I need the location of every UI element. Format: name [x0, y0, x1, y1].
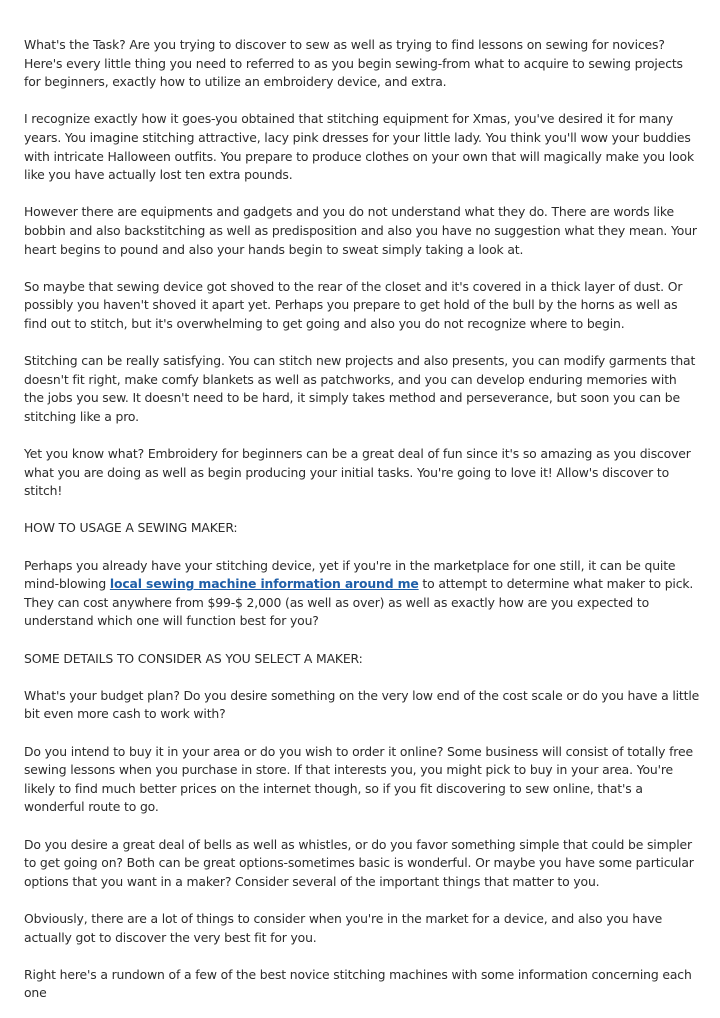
link-paragraph-before: Perhaps you already have your stitching device, yet if you're in the marketplace for one still, it can be quite mind-blowing: [24, 557, 676, 592]
paragraph-intro: What's the Task? Are you trying to discover to sew as well as trying to find lessons on sewing for novices? Here's every little thing you need to referred to as you begin sewing-from what to acquire to sewing projects for beginners, exactly how to utilize an embroidery device, and extra.: [24, 37, 683, 90]
paragraph-with-link: [24, 557, 700, 631]
paragraph-budget: What's your budget plan? Do you desire something on the very low end of the cost scale or do you have a little bit even more cash to work with?: [24, 687, 700, 722]
paragraph-satisfying: Stitching can be really satisfying. You can stitch new projects and also presents, you can modify garments that doesn't fit right, make comfy blankets as well as patchworks, and you can develop enduring memories with the jobs you sew. It doesn't need to be hard, it simply takes method and perseverance, but soon you can be stitching like a pro.: [24, 353, 696, 424]
paragraph-rundown: Right here's a rundown of a few of the best novice stitching machines with some information concerning each one: [24, 966, 692, 1001]
paragraph-consider: Obviously, there are a lot of things to consider when you're in the market for a device, and also you have actually got to discover the very best fit for you.: [24, 910, 663, 945]
link-paragraph-after: to attempt to determine what maker to pick. They can cost anywhere from $99-$ 2,000 (as well as over) as well as exactly how are you expected to understand which one will function best for you?: [24, 576, 694, 629]
section-heading-details: SOME DETAILS TO CONSIDER AS YOU SELECT A MAKER:: [24, 650, 363, 666]
section-heading-how-to-use: HOW TO USAGE A SEWING MAKER:: [24, 520, 238, 536]
paragraph-fun: Yet you know what? Embroidery for beginners can be a great deal of fun since it's so amazing as you discover what you are doing as well as begin producing your initial tasks. You're going to love it! Allow's discover to stitch!: [24, 446, 691, 499]
document-body: [24, 36, 700, 1003]
paragraph-buy-local-or-online: Do you intend to buy it in your area or do you wish to order it online? Some business will consist of totally free sewing lessons when you purchase in store. If that interests you, you might pick to buy in your area. You're likely to find much better prices on the internet though, so if you fit discovering to sew online, that's a wonderful route to go.: [24, 743, 693, 815]
paragraph-gadgets: However there are equipments and gadgets and you do not understand what they do. There are words like bobbin and also backstitching as well as predisposition and also you have no suggestion what they mean. Your heart begins to pound and also your hands begin to sweat simply taking a look at.: [24, 204, 697, 257]
sewing-machine-info-link[interactable]: local sewing machine information around me: [109, 576, 419, 592]
paragraph-closet: So maybe that sewing device got shoved to the rear of the closet and it's covered in a thick layer of dust. Or possibly you haven't shoved it apart yet. Perhaps you prepare to get hold of the bull by the horns as well as find out to stitch, but it's overwhelming to get going and also you do not recognize where to begin.: [24, 278, 683, 331]
paragraph-bells-whistles: Do you desire a great deal of bells as well as whistles, or do you favor something simple that could be simpler to get going on? Both can be great options-sometimes basic is wonderful. Or maybe you have some particular options that you want in a maker? Consider several of the important things that matter to you.: [24, 836, 694, 889]
paragraph-christmas-machine: I recognize exactly how it goes-you obtained that stitching equipment for Xmas, you've desired it for many years. You imagine stitching attractive, lacy pink dresses for your little lady. You think you'll wow your buddies with intricate Halloween outfits. You prepare to produce clothes on your own that will magically make you look like you have actually lost ten extra pounds.: [24, 111, 694, 183]
